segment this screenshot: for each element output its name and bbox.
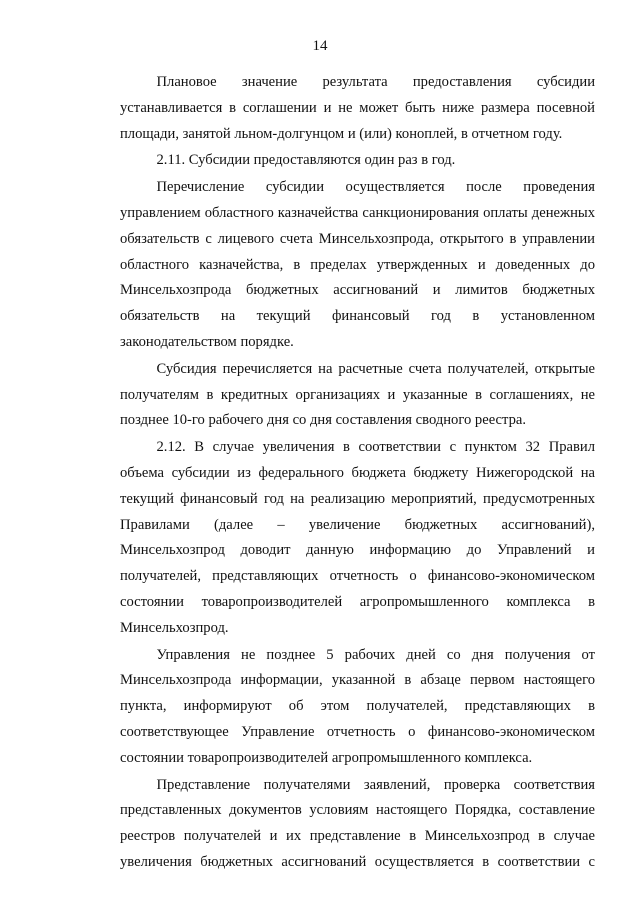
paragraph-2-11: 2.11. Субсидии предоставляются один раз в год.: [156, 152, 456, 169]
document-body: [120, 70, 595, 877]
paragraph-administrations-notice: Управления не позднее 5 рабочих дней со дня получения от Минсельхозпрода информации, указанной в абзаце первом настоящего пункта, информируют об этом получателей, представляющих в соответствующее Управление отчетность о финансово-экономическом состоянии товаропроизводителей агропромышленного комплекса.: [120, 646, 595, 766]
paragraph-transfer-accounts: Субсидия перечисляется на расчетные счета получателей, открытые получателям в кредитных организациях и указанные в соглашениях, не позднее 10-го рабочего дня со дня составления сводного реестра.: [120, 360, 595, 429]
paragraph-2-12: 2.12. В случае увеличения в соответствии с пунктом 32 Правил объема субсидии из федерального бюджета бюджету Нижегородской на текущий финансовый год на реализацию мероприятий, предусмотренных Правилами (далее – увеличение бюджетных ассигнований), Минсельхозпрод доводит данную информацию до Управлений и получателей, представляющих отчетность о финансово-экономическом состоянии товаропроизводителей агропромышленного комплекса в Минсельхозпрод.: [120, 439, 595, 636]
paragraph-result-value: Плановое значение результата предоставления субсидии устанавливается в соглашении и не может быть ниже размера посевной площади, занятой льном-долгунцом и (или) коноплей, в отчетном году.: [120, 74, 595, 142]
paragraph-transfer-procedure: Перечисление субсидии осуществляется после проведения управлением областного казначейства санкционирования оплаты денежных обязательств с лицевого счета Минсельхозпрода, открытого в управлении областного казначейства, в пределах утвержденных и доведенных до Минсельхозпрода бюджетных ассигнований и лимитов бюджетных обязательств на текущий финансовый год в установленном законодательством порядке.: [120, 179, 595, 350]
paragraph-applications-submission: Представление получателями заявлений, проверка соответствия представленных документов условиям настоящего Порядка, составление реестров получателей и их представление в Минсельхозпрод в случае увеличения бюджетных ассигнований осуществляется в соответствии с: [120, 776, 595, 870]
page-number: 14: [312, 38, 328, 54]
